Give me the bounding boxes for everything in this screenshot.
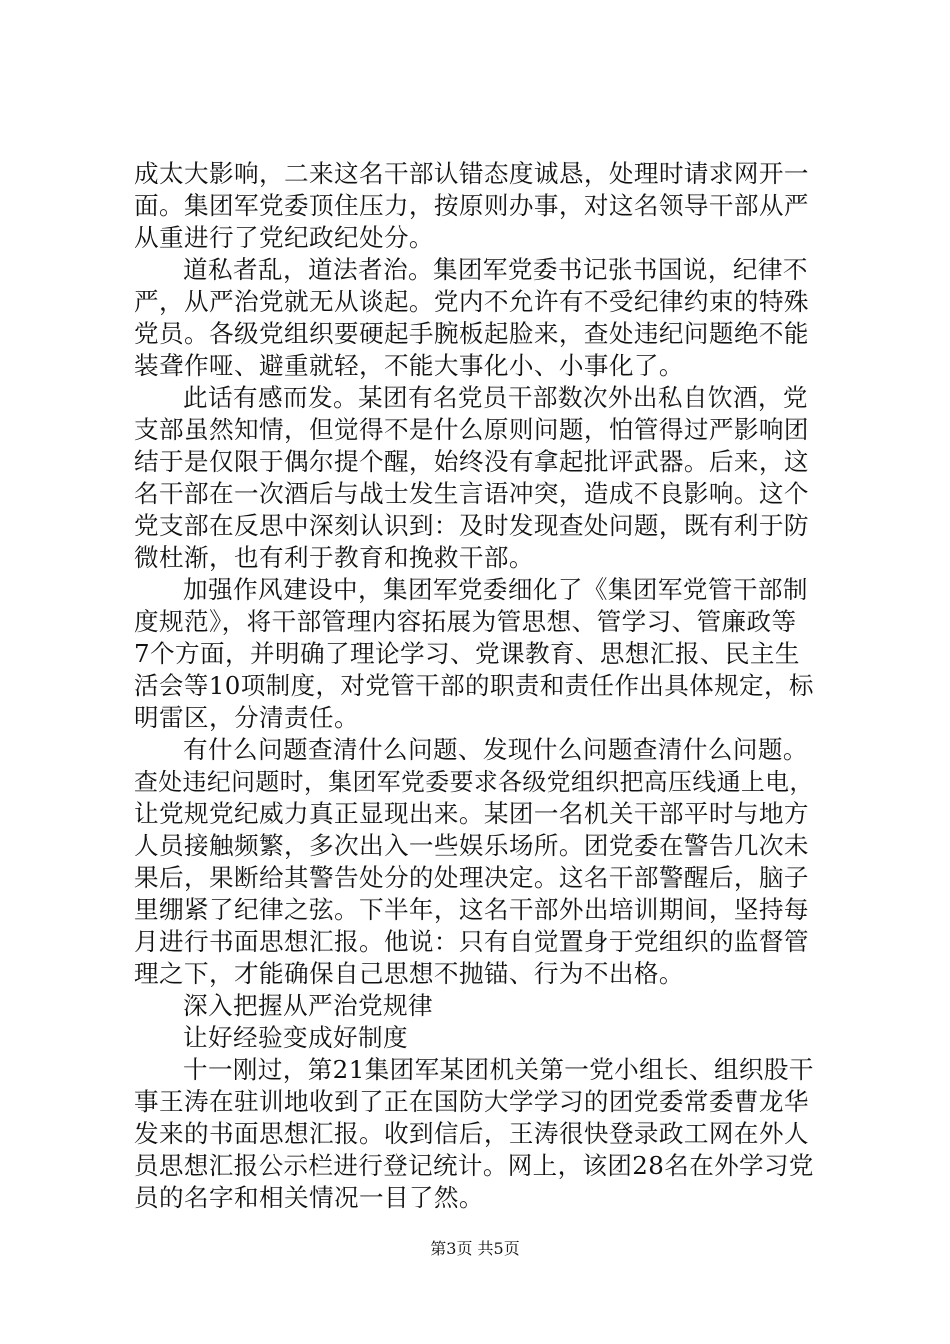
text-line: 严，从严治党就无从谈起。党内不允许有不受纪律约束的特殊 [134, 287, 809, 316]
text-line: 查处违纪问题时，集团军党委要求各级党组织把高压线通上电， [134, 768, 814, 796]
text-line: 明雷区，分清责任。 [134, 703, 359, 732]
text-line: 成太大影响，二来这名干部认错态度诚恳，处理时请求网开一 [134, 159, 809, 188]
text-line: 结于是仅限于偶尔提个醒，始终没有拿起批评武器。后来，这 [134, 447, 809, 476]
text-line: 此话有感而发。某团有名党员干部数次外出私自饮酒，党 [183, 383, 808, 412]
text-line: 微杜渐，也有利于教育和挽救干部。 [134, 543, 534, 572]
page-footer: 第3页 共5页 [430, 1239, 520, 1258]
text-line: 月进行书面思想汇报。他说：只有自觉置身于党组织的监督管 [134, 927, 809, 956]
text-line: 度规范》，将干部管理内容拓展为管思想、管学习、管廉政等 [134, 607, 797, 636]
text-line: 十一刚过，第21集团军某团机关第一党小组长、组织股干 [183, 1055, 814, 1084]
text-line: 加强作风建设中，集团军党委细化了《集团军党管干部制 [183, 575, 808, 604]
text-line: 让好经验变成好制度 [183, 1023, 408, 1052]
text-line: 员思想汇报公示栏进行登记统计。网上，该团28名在外学习党 [134, 1151, 814, 1180]
text-line: 名干部在一次酒后与战士发生言语冲突，造成不良影响。这个 [134, 479, 809, 508]
text-line: 支部虽然知情，但觉得不是什么原则问题，怕管得过严影响团 [134, 415, 809, 444]
text-line: 有什么问题查清什么问题、发现什么问题查清什么问题。 [183, 735, 808, 764]
text-line: 果后，果断给其警告处分的处理决定。这名干部警醒后，脑子 [134, 863, 809, 892]
text-line: 让党规党纪威力真正显现出来。某团一名机关干部平时与地方 [134, 799, 809, 828]
text-line: 7个方面，并明确了理论学习、党课教育、思想汇报、民主生 [134, 639, 800, 668]
text-line: 理之下，才能确保自己思想不抛锚、行为不出格。 [134, 959, 684, 988]
text-line: 人员接触频繁，多次出入一些娱乐场所。团党委在警告几次未 [134, 831, 809, 860]
text-line: 员的名字和相关情况一目了然。 [134, 1183, 484, 1212]
text-line: 深入把握从严治党规律 [183, 991, 433, 1020]
text-line: 党员。各级党组织要硬起手腕板起脸来，查处违纪问题绝不能 [134, 319, 809, 348]
text-line: 道私者乱，道法者治。集团军党委书记张书国说，纪律不 [183, 255, 808, 284]
text-line: 装聋作哑、避重就轻，不能大事化小、小事化了。 [134, 351, 684, 380]
text-line: 党支部在反思中深刻认识到：及时发现查处问题，既有利于防 [134, 511, 809, 540]
text-line: 里绷紧了纪律之弦。下半年，这名干部外出培训期间，坚持每 [134, 895, 809, 924]
text-line: 面。集团军党委顶住压力，按原则办事，对这名领导干部从严 [134, 191, 809, 220]
text-line: 发来的书面思想汇报。收到信后，王涛很快登录政工网在外人 [134, 1119, 809, 1148]
text-line: 事王涛在驻训地收到了正在国防大学学习的团党委常委曹龙华 [134, 1087, 809, 1116]
text-line: 从重进行了党纪政纪处分。 [134, 223, 434, 252]
text-line: 活会等10项制度，对党管干部的职责和责任作出具体规定，标 [134, 671, 814, 700]
